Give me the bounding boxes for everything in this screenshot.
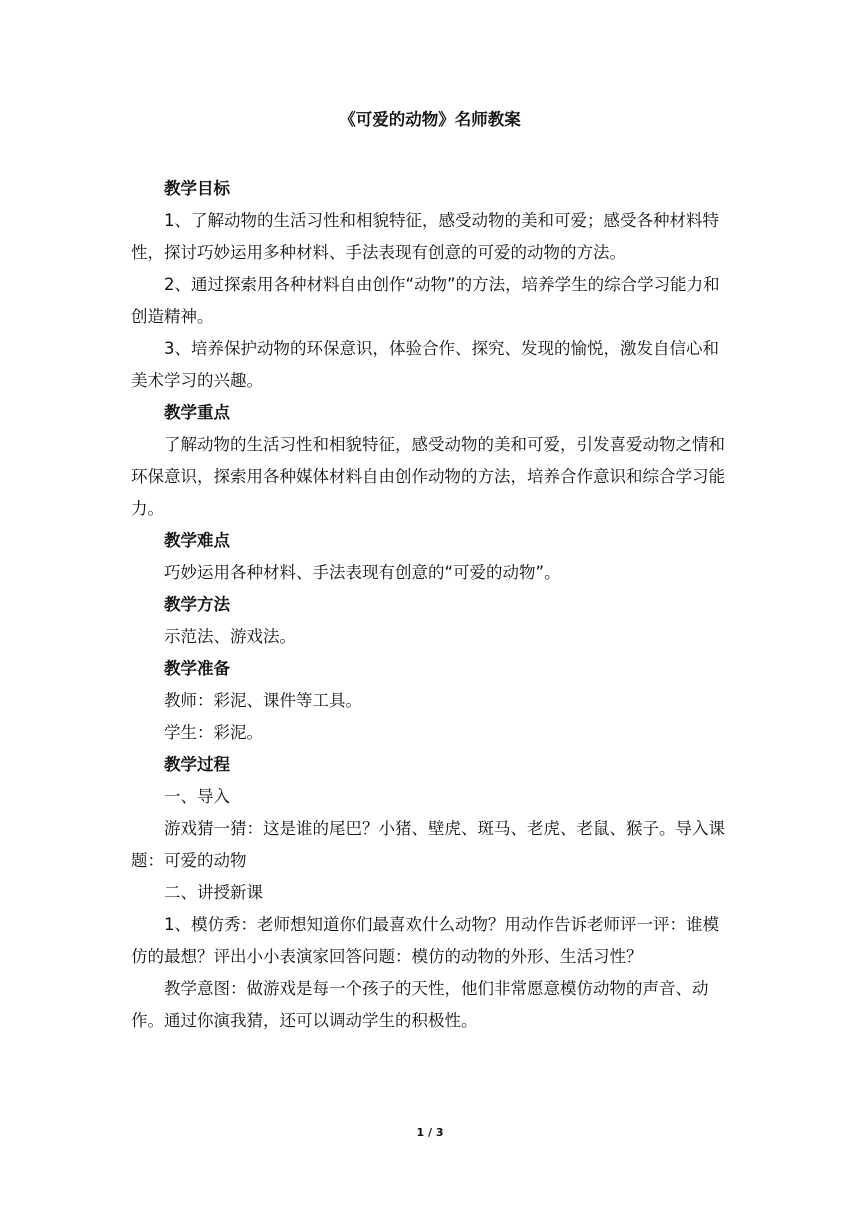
section-heading-difficulties: 教学难点 — [164, 531, 230, 550]
goals-paragraph-3: 3、培养保护动物的环保意识，体验合作、探究、发现的愉悦，激发自信心和美术学习的兴趣。 — [131, 339, 719, 390]
process-imitation-show: 1、模仿秀：老师想知道你们最喜欢什么动物？用动作告诉老师评一评：谁模仿的最想？评出小小表演家回答问题：模仿的动物的外形、生活习性？ — [131, 915, 719, 966]
preparation-student: 学生：彩泥。 — [164, 723, 263, 742]
key-points-paragraph: 了解动物的生活习性和相貌特征，感受动物的美和可爱，引发喜爱动物之情和环保意识，探索用各种媒体材料自由创作动物的方法，培养合作意识和综合学习能力。 — [131, 435, 725, 518]
process-intro-game: 游戏猜一猜：这是谁的尾巴？小猪、壁虎、斑马、老虎、老鼠、猴子。导入课题：可爱的动物 — [131, 819, 725, 870]
process-step-intro: 一、导入 — [164, 787, 230, 806]
document-body — [131, 173, 731, 1037]
process-teaching-intent: 教学意图：做游戏是每一个孩子的天性，他们非常愿意模仿动物的声音、动作。通过你演我猜，还可以调动学生的积极性。 — [131, 979, 709, 1030]
difficulties-paragraph: 巧妙运用各种材料、手法表现有创意的“可爱的动物”。 — [164, 563, 561, 582]
goals-paragraph-2: 2、通过探索用各种材料自由创作“动物”的方法，培养学生的综合学习能力和创造精神。 — [131, 275, 720, 326]
section-heading-key-points: 教学重点 — [164, 403, 230, 422]
section-heading-goals: 教学目标 — [164, 179, 230, 198]
preparation-teacher: 教师：彩泥、课件等工具。 — [164, 691, 362, 710]
goals-paragraph-1: 1、了解动物的生活习性和相貌特征，感受动物的美和可爱；感受各种材料特性，探讨巧妙运用多种材料、手法表现有创意的可爱的动物的方法。 — [131, 211, 719, 262]
section-heading-process: 教学过程 — [164, 755, 230, 774]
section-heading-preparation: 教学准备 — [164, 659, 230, 678]
page-number: 1 / 3 — [416, 1126, 444, 1139]
document-title: 《可爱的动物》名师教案 — [339, 110, 521, 129]
section-heading-methods: 教学方法 — [164, 595, 230, 614]
methods-paragraph: 示范法、游戏法。 — [164, 627, 296, 646]
process-step-new-lesson: 二、讲授新课 — [164, 883, 263, 902]
